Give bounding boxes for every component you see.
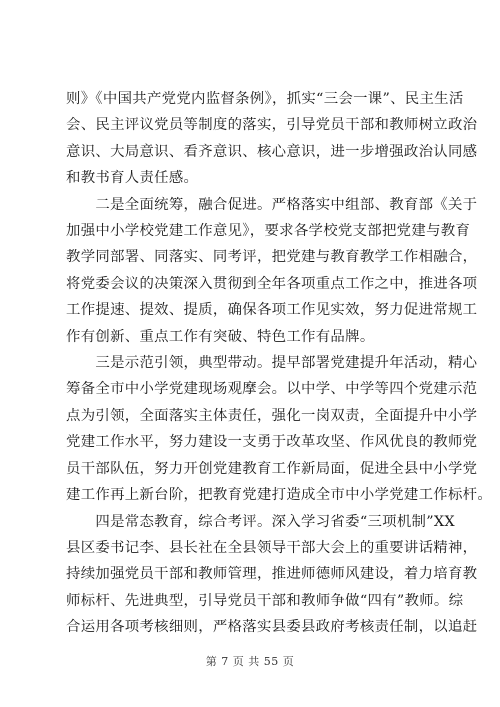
paragraph-4 bbox=[66, 509, 478, 641]
page-footer bbox=[0, 653, 500, 669]
text-line: 县区委书记李、县长社在全县领导干部大会上的重要讲话精神， bbox=[66, 539, 478, 556]
text-line: 筹备全市中小学党建现场观摩会。以中学、中学等四个党建示范 bbox=[66, 381, 478, 398]
text-line: 教学同部署、同落实、同考评，把党建与教育教学工作相融合， bbox=[66, 249, 478, 266]
paragraph-2 bbox=[66, 192, 478, 350]
text-line: 意识、大局意识、看齐意识、核心意识，进一步增强政治认同感 bbox=[66, 143, 478, 160]
body-text bbox=[66, 86, 493, 641]
text-line: 则》《中国共产党党内监督条例》，抓实“三会一课”、民主生活 bbox=[66, 91, 464, 107]
text-line: 和教书育人责任感。 bbox=[66, 170, 199, 187]
text-line: 加强中小学校党建工作意见》，要求各学校党支部把党建与教育 bbox=[66, 223, 471, 240]
text-line: 工作提速、提效、提质，确保各项工作见实效，努力促进常规工 bbox=[66, 302, 478, 319]
paragraph-1 bbox=[66, 86, 478, 192]
text-line: 员干部队伍，努力开创党建教育工作新局面，促进全县中小学党 bbox=[66, 460, 478, 477]
text-line: 二是全面统筹，融合促进。严格落实中组部、教育部《关于 bbox=[66, 196, 478, 213]
paragraph-3 bbox=[66, 350, 493, 508]
text-line: 党建工作水平，努力建设一支勇于改革攻坚、作风优良的教师党 bbox=[66, 434, 478, 451]
text-line: 点为引领，全面落实主体责任，强化一岗双责，全面提升中小学 bbox=[66, 407, 478, 424]
text-line: 三是示范引领，典型带动。提早部署党建提升年活动，精心 bbox=[66, 355, 478, 372]
text-line: 将党委会议的决策深入贯彻到全年各项重点工作之中，推进各项 bbox=[66, 275, 478, 292]
text-line: 四是常态教育，综合考评。深入学习省委“三项机制”XX bbox=[66, 513, 455, 530]
text-line: 持续加强党员干部和教师管理，推进师德师风建设，着力培育教 bbox=[66, 566, 478, 583]
text-line: 会、民主评议党员等制度的落实，引导党员干部和教师树立政治 bbox=[66, 117, 478, 134]
text-line: 建工作再上新台阶，把教育党建打造成全市中小学党建工作标杆。 bbox=[66, 487, 493, 504]
text-line: 作有创新、重点工作有突破、特色工作有品牌。 bbox=[66, 328, 375, 345]
text-line: 师标杆、先进典型，引导党员干部和教师争做“四有”教师。综 bbox=[66, 592, 464, 609]
page-number-label: 第 7 页 共 55 页 bbox=[205, 655, 295, 668]
text-line: 合运用各项考核细则，严格落实县委县政府考核责任制，以追赶 bbox=[66, 619, 478, 636]
